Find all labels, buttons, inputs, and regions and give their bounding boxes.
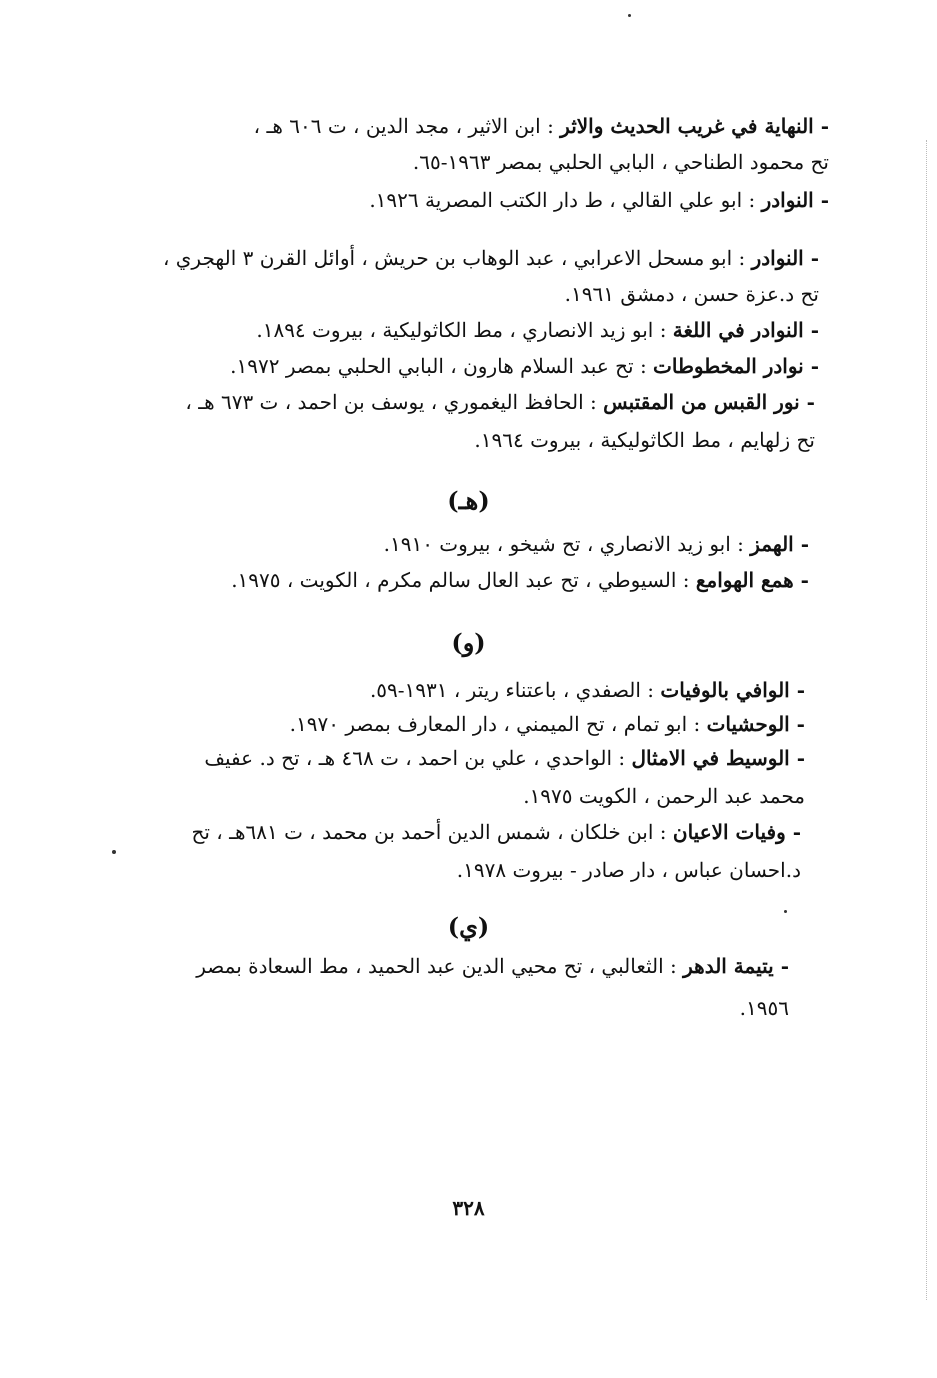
entry-line: محمد عبد الرحمن ، الكويت ١٩٧٥.	[523, 784, 805, 808]
entry-line: - الوافي بالوفيات : الصفدي ، باعتناء ريتر ، ١٩٣١-٥٩.	[369, 678, 805, 702]
entry-line: تح د.عزة حسن ، دمشق ١٩٦١.	[564, 282, 819, 306]
scan-speck	[112, 850, 116, 854]
scan-speck	[784, 910, 787, 913]
section-heading-ha: (هـ)	[447, 486, 490, 515]
entry-line: تح محمود الطناحي ، البابي الحلبي بمصر ١٩٦٣-٦٥.	[412, 150, 829, 174]
entry-line: - النوادر : ابو علي القالي ، ط دار الكتب المصرية ١٩٢٦.	[369, 188, 829, 212]
entry-line: ١٩٥٦.	[739, 996, 789, 1020]
page-number: ٣٢٨	[452, 1196, 485, 1220]
section-heading-ya: (ي)	[447, 912, 490, 941]
scan-speck	[628, 14, 631, 17]
entry-line: - يتيمة الدهر : الثعالبي ، تح محيي الدين عبد الحميد ، مط السعادة بمصر	[196, 954, 789, 978]
entry-line: - وفيات الاعيان : ابن خلكان ، شمس الدين أحمد بن محمد ، ت ٦٨١هـ ، تح	[191, 820, 801, 844]
entry-line: - النوادر : ابو مسحل الاعرابي ، عبد الوهاب بن حريش ، أوائل القرن ٣ الهجري ،	[162, 246, 819, 270]
entry-line: - الوحشيات : ابو تمام ، تح الميمني ، دار المعارف بمصر ١٩٧٠.	[289, 712, 805, 736]
entry-line: تح زلهايم ، مط الكاثوليكية ، بيروت ١٩٦٤.	[474, 428, 815, 452]
entry-line: - النهاية في غريب الحديث والاثر : ابن الاثير ، مجد الدين ، ت ٦٠٦ هـ ،	[253, 114, 829, 138]
entry-line: - الوسيط في الامثال : الواحدي ، علي بن احمد ، ت ٤٦٨ هـ ، تح د. عفيف	[204, 746, 805, 770]
entry-line: د.احسان عباس ، دار صادر - بيروت ١٩٧٨.	[456, 858, 801, 882]
entry-line: - نوادر المخطوطات : تح عبد السلام هارون ، البابي الحلبي بمصر ١٩٧٢.	[230, 354, 819, 378]
scan-margin-shadow	[926, 140, 927, 1300]
section-heading-waw: (و)	[451, 628, 486, 657]
entry-line: - النوادر في اللغة : ابو زيد الانصاري ، مط الكاثوليكية ، بيروت ١٨٩٤.	[256, 318, 819, 342]
entry-line: - همع الهوامع : السيوطي ، تح عبد العال سالم مكرم ، الكويت ، ١٩٧٥.	[231, 568, 809, 592]
entry-line: - نور القبس من المقتبس : الحافظ اليغموري ، يوسف بن احمد ، ت ٦٧٣ هـ ،	[185, 390, 815, 414]
entry-line: - الهمز : ابو زيد الانصاري ، تح شيخو ، بيروت ١٩١٠.	[383, 532, 809, 556]
